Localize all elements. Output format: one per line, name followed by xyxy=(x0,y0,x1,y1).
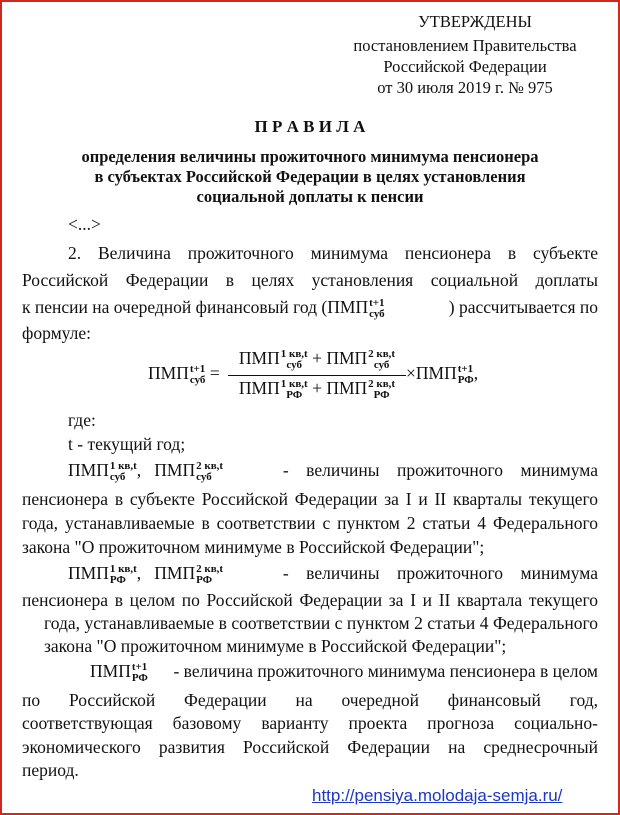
subtitle-line-3: социальной доплаты к пенсии xyxy=(196,187,424,206)
approval-line-1: постановлением Правительства xyxy=(353,36,577,55)
def3-line-5: период. xyxy=(22,760,79,780)
def2-tail: - величины прожиточного минимума xyxy=(282,563,598,583)
def2-line-1 xyxy=(68,563,598,586)
def3-tail: - величина прожиточного минимума пенсионера в целом xyxy=(173,661,598,681)
def2-line-4: закона "О прожиточном минимуме в Российской Федерации"; xyxy=(44,636,507,656)
para2-line-1: 2. Величина прожиточного минимума пенсионера в субъекте xyxy=(68,243,598,263)
approval-line-3: от 30 июля 2019 г. № 975 xyxy=(377,78,553,97)
def3-symbol: ПМП t+1 РФ xyxy=(90,660,148,684)
def1-line-1 xyxy=(68,460,598,483)
where-label: где: xyxy=(68,410,96,430)
def1-line-4: закона "О прожиточном минимуме в Российской Федерации"; xyxy=(22,537,485,557)
formula-denominator: ПМП 1 кв,t РФ + ПМП 2 кв,t РФ xyxy=(238,377,396,401)
subtitle-line-1: определения величины прожиточного минимума пенсионера xyxy=(81,147,539,166)
def3-line-1 xyxy=(90,661,598,684)
para2-line-3 xyxy=(22,297,598,320)
document-title: П Р А В И Л А xyxy=(254,117,366,136)
def1-line-3: года, устанавливаемые в соответствии с пунктом 2 статьи 4 Федерального xyxy=(22,513,598,533)
formula-numerator: ПМП 1 кв,t суб + ПМП 2 кв,t суб xyxy=(238,347,396,371)
def2-line-2: пенсионера в целом по Российской Федерации за I и II квартала текущего xyxy=(22,590,598,610)
def1-symbols: ПМП 1 кв,t суб , ПМП 2 кв,t суб xyxy=(68,459,224,483)
t-definition: t - текущий год; xyxy=(68,434,186,454)
source-link[interactable]: http://pensiya.molodaja-semja.ru/ xyxy=(312,786,563,805)
def3-line-3: соответствующая базовому варианту проекта прогноза социально- xyxy=(22,713,598,733)
para2-line-4: формуле: xyxy=(22,323,91,343)
omission-mark: <...> xyxy=(68,214,101,234)
def1-line-2: пенсионера в субъекте Российской Федерации за I и II кварталы текущего xyxy=(22,489,598,509)
def3-line-4: экономического развития Российской Федерации на среднесрочный xyxy=(22,737,598,757)
def1-tail: - величины прожиточного минимума xyxy=(282,460,598,480)
approval-line-2: Российской Федерации xyxy=(383,57,547,76)
def3-line-2: по Российской Федерации на очередной финансовый год, xyxy=(22,690,598,710)
fraction-line xyxy=(228,375,406,376)
def2-symbols: ПМП 1 кв,t РФ , ПМП 2 кв,t РФ xyxy=(68,562,224,586)
subtitle-line-2: в субъектах Российской Федерации в целях установления xyxy=(94,167,526,186)
formula-multiplier: ×ПМП t+1 РФ , xyxy=(406,362,479,386)
para2-line-3-end: ) рассчитывается по xyxy=(448,297,598,317)
def2-line-3: года, устанавливаемые в соответствии с пунктом 2 статьи 4 Федерального xyxy=(44,613,598,633)
formula-lhs: ПМП t+1 суб = xyxy=(148,362,220,386)
approved-label: УТВЕРЖДЕНЫ xyxy=(418,12,532,31)
para2-line-2: Российской Федерации в целях установления социальной доплаты xyxy=(22,270,598,290)
para2-line-3-start: к пенсии на очередной финансовый год (ПМП t+1 суб xyxy=(22,296,385,320)
